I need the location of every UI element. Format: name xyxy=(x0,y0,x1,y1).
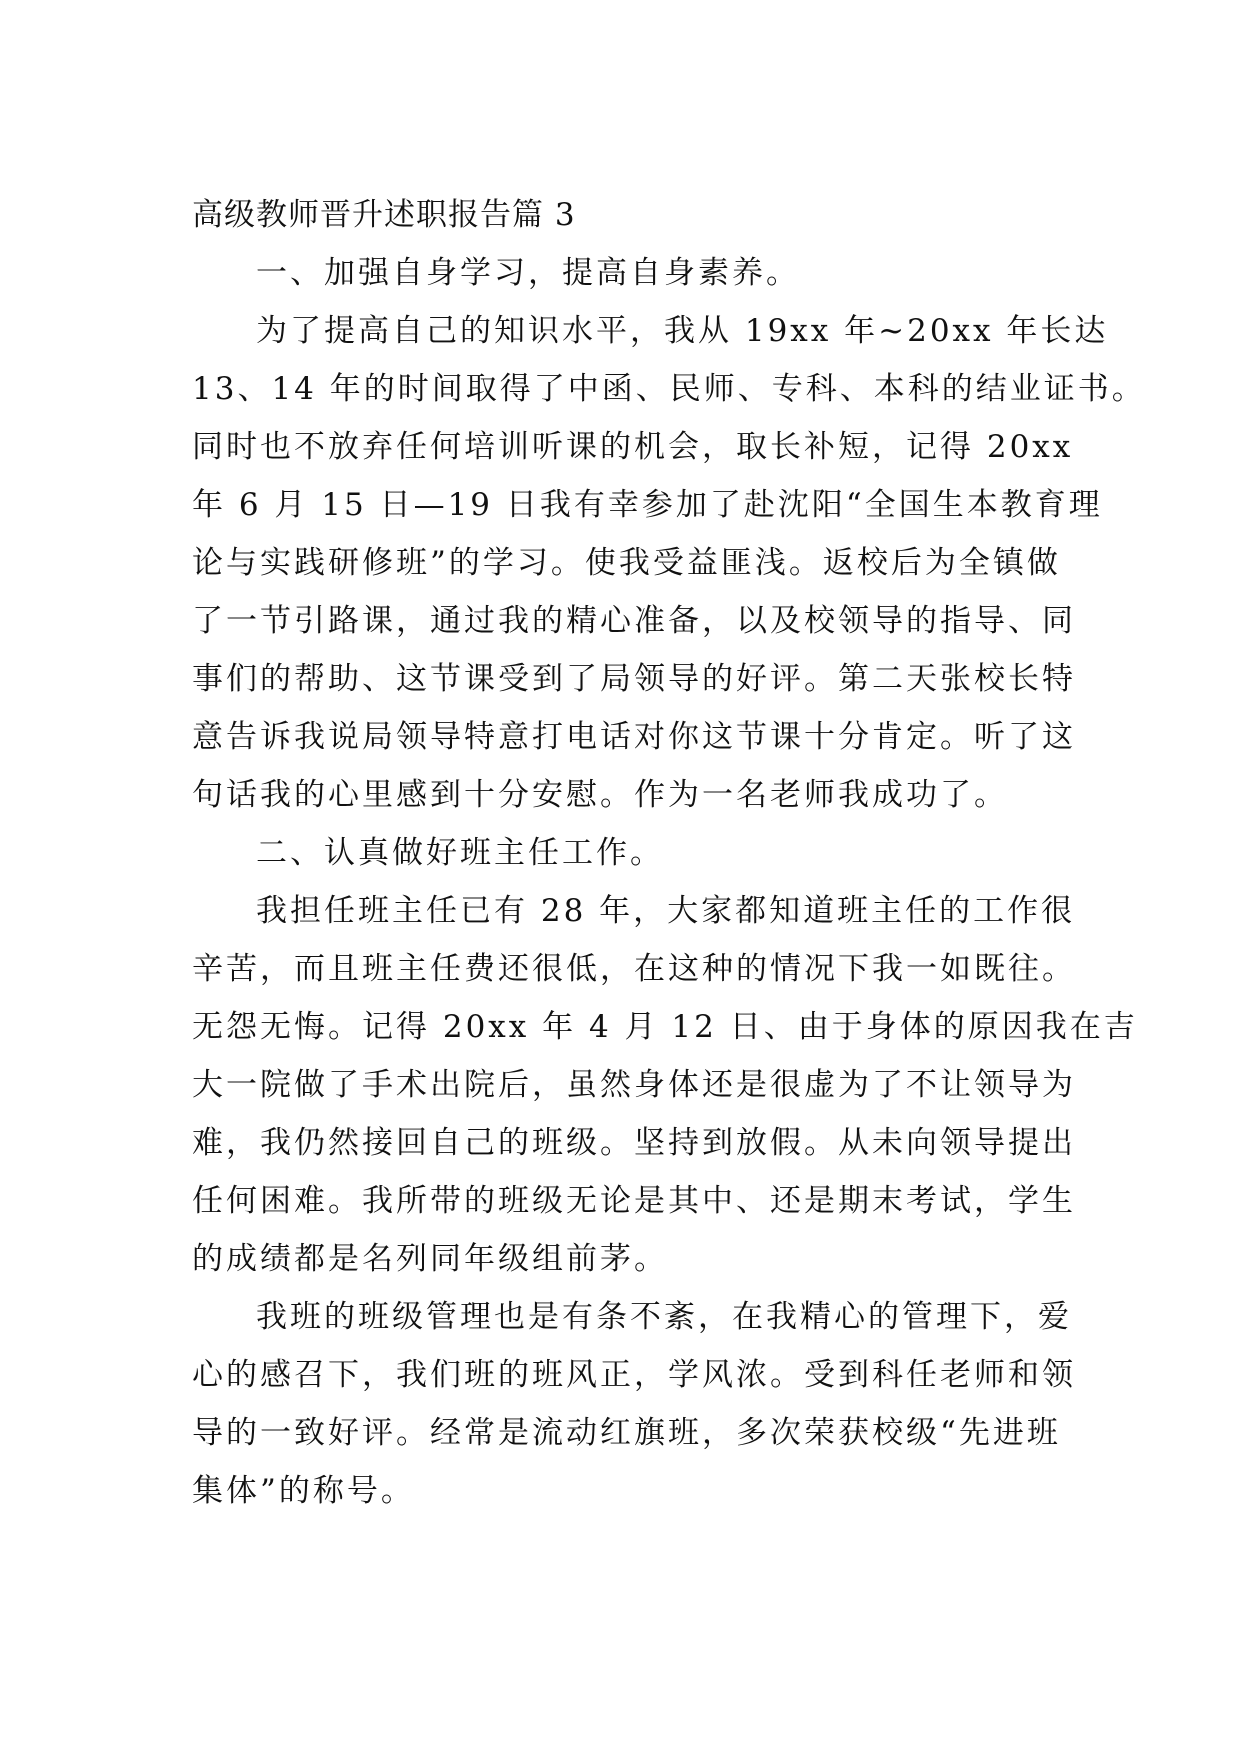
paragraph-study xyxy=(192,302,1146,824)
document-title: 高级教师晋升述职报告篇 3 xyxy=(192,197,576,233)
text-line: 了一节引路课，通过我的精心准备，以及校领导的指导、同 xyxy=(192,603,1076,639)
text-line: 一、加强自身学习，提高自身素养。 xyxy=(256,255,800,291)
text-line: 大一院做了手术出院后，虽然身体还是很虚为了不让领导为 xyxy=(192,1067,1076,1103)
text-line: 集体”的称号。 xyxy=(192,1473,415,1509)
text-line: 我班的班级管理也是有条不紊，在我精心的管理下，爱 xyxy=(256,1299,1072,1335)
text-line: 导的一致好评。经常是流动红旗班，多次荣获校级“先进班 xyxy=(192,1415,1061,1451)
heading-class-teacher-work xyxy=(192,824,1052,882)
text-line: 辛苦，而且班主任费还很低，在这种的情况下我一如既往。 xyxy=(192,951,1076,987)
text-line: 任何困难。我所带的班级无论是其中、还是期末考试，学生 xyxy=(192,1183,1076,1219)
paragraph-class-teacher xyxy=(192,882,1138,1288)
text-line: 心的感召下，我们班的班风正，学风浓。受到科任老师和领 xyxy=(192,1357,1076,1393)
text-line: 意告诉我说局领导特意打电话对你这节课十分肯定。听了这 xyxy=(192,719,1076,755)
text-line: 难，我仍然接回自己的班级。坚持到放假。从未向领导提出 xyxy=(192,1125,1076,1161)
text-line: 二、认真做好班主任工作。 xyxy=(256,835,664,871)
text-line: 的成绩都是名列同年级组前茅。 xyxy=(192,1241,668,1277)
paragraph-class-management xyxy=(192,1288,1076,1520)
text-line: 句话我的心里感到十分安慰。作为一名老师我成功了。 xyxy=(192,777,1008,813)
text-line: 事们的帮助、这节课受到了局领导的好评。第二天张校长特 xyxy=(192,661,1076,697)
document-body xyxy=(192,186,1146,1520)
text-line: 论与实践研修班”的学习。使我受益匪浅。返校后为全镇做 xyxy=(192,545,1061,581)
text-line: 年 6 月 15 日—19 日我有幸参加了赴沈阳“全国生本教育理 xyxy=(192,487,1103,523)
heading-strengthen-study xyxy=(192,244,1052,302)
text-line: 我担任班主任已有 28 年，大家都知道班主任的工作很 xyxy=(256,893,1076,929)
text-line: 无怨无悔。记得 20xx 年 4 月 12 日、由于身体的原因我在吉 xyxy=(192,1009,1138,1045)
text-line: 同时也不放弃任何培训听课的机会，取长补短，记得 20xx xyxy=(192,429,1074,465)
text-line: 为了提高自己的知识水平，我从 19xx 年~20xx 年长达 xyxy=(256,313,1109,349)
text-line: 13、14 年的时间取得了中函、民师、专科、本科的结业证书。 xyxy=(192,371,1146,407)
